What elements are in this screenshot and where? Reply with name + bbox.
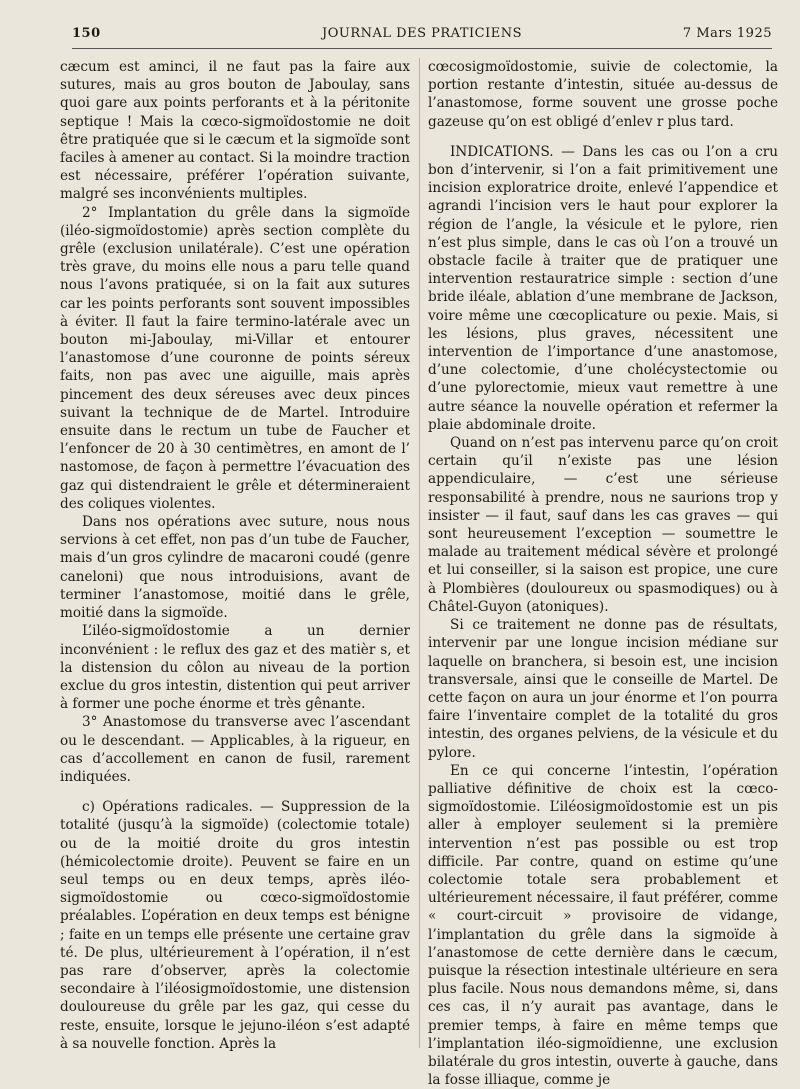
section-paragraph: INDICATIONS. — Dans les cas ou l’on a cru bon d’intervenir, si l’on a fait primitivement une incision exploratrice droite, enlevé l’appendice et agrandi l’incision vers le haut pour explorer la région de l’angle, la vésicule et le pylore, rien n’est plus simple, dans le cas où l’on a trouvé un obstacle facile à traiter que de pratiquer une intervention restauratrice simple : section d’une bride iléale, ablation d’une membrane de Jackson, voire même une cœcoplicature ou pexie. Mais, si les lésions, plus graves, nécessitent une intervention de l’importance d’une anastomose, d’une colectomie, d’une cholécystectomie ou d’une pylorectomie, mieux vaut remettre à une autre séance la nouvelle opération et refermer la plaie abdominale droite. xyxy=(428,143,778,433)
running-header xyxy=(72,24,772,49)
section-paragraph: c) Opérations radicales. — Suppression de la totalité (jusqu’à la sigmoïde) (colectomie totale) ou de la moitié droite du gros intestin (hémicolectomie droite). Peuvent se faire en un seul temps ou en deux temps, après iléo-sigmoïdostomie ou cœco-sigmoïdostomie préalables. L’opération en deux temps est bénigne ; faite en un temps elle présente une certaine grav té. De plus, ultérieurement à l’opération, il n’est pas rare d’observer, après la colectomie secondaire à l’iléosigmoïdostomie, une distension douloureuse du grêle par les gaz, qui cesse du reste, ensuite, lorsque le jejuno-iléon s’est adapté à sa nouvelle fonction. Après la xyxy=(60,799,410,1052)
journal-title: JOURNAL DES PRATICIENS xyxy=(322,26,522,41)
paragraph: Dans nos opérations avec suture, nous nous servions à cet effet, non pas d’un tube de Faucher, mais d’un gros cylindre de macaroni coudé (genre caneloni) que nous introduisions, avant de terminer l’anastomose, moitié dans le grêle, moitié dans la sigmoïde. xyxy=(60,514,410,622)
paragraph: Si ce traitement ne donne pas de résultats, intervenir par une longue incision médiane sur laquelle on branchera, si besoin est, une incision transversale, ainsi que le conseille de Martel. De cette façon on aura un jour énorme et l’on pourra faire l’inventaire complet de la totalité du gros intestin, des organes pelviens, de la vésicule et du pylore. xyxy=(428,617,778,761)
paragraph: L’iléo-sigmoïdostomie a un dernier inconvénient : le reflux des gaz et des matièr s, et la distension du côlon au niveau de la portion exclue du gros intestin, distention qui peut arriver à former une poche énorme et très gênante. xyxy=(60,623,410,713)
paragraph: 3° Anastomose du transverse avec l’ascendant ou le descendant. — Applicables, à la rigueur, en cas d’accollement en canon de fusil, rarement indiquées. xyxy=(60,714,410,785)
paragraph: cæcum est aminci, il ne faut pas la faire aux sutures, mais au gros bouton de Jaboulay, sans quoi gare aux points perforants et à la péritonite septique ! Mais la cœco-sigmoïdostomie ne doit être pratiquée que si le cæcum et la sigmoïde sont faciles à amener au contact. Si la moindre traction est nécessaire, préférer l’opération suivante, malgré ses inconvénients multiples. xyxy=(60,59,410,203)
left-column xyxy=(60,58,410,1052)
paragraph: En ce qui concerne l’intestin, l’opération palliative définitive de choix est la cœco-sigmoïdostomie. L’iléosigmoïdostomie est un pis aller à employer seulement si la première intervention n’est pas possible ou est trop difficile. Par contre, quand on estime qu’une colectomie totale sera probablement et ultérieurement nécessaire, il faut préférer, comme « court-circuit » provisoire de vidange, l’implantation du grêle dans la sigmoïde à l’anastomose de cette dernière dans le cæcum, puisque la résection intestinale ultérieure en sera plus facile. Nous nous demandons même, si, dans ces cas, il n’y aurait pas avantage, dans le premier temps, à faire en même temps que l’implantation iléo-sigmoïdienne, une exclusion bilatérale du gros intestin, ouverte à gauche, dans la fosse illiaque, comme je xyxy=(428,762,778,1089)
issue-date: 7 Mars 1925 xyxy=(682,26,772,41)
paragraph: cœcosigmoïdostomie, suivie de colectomie, la portion restante d’intestin, située au-dessus de l’anastomose, forme souvent une grosse poche gazeuse qu’on est obligé d’enlev r plus tard. xyxy=(428,59,778,130)
paragraph: 2° Implantation du grêle dans la sigmoïde (iléo-sigmoïdostomie) après section complète du grêle (exclusion unilatérale). C’est une opération très grave, du moins elle nous a paru telle quand nous l’avons pratiquée, si on la fait aux sutures car les points perforants sont souvent impossibles à éviter. Il faut la faire termino-latérale avec un bouton mi-Jaboulay, mi-Villar et entourer l’anastomose d’une couronne de points séreux faits, non pas avec une aiguille, mais après pincement des deux séreuses avec deux pinces suivant la technique de de Martel. Introduire ensuite dans le rectum un tube de Faucher et l’enfoncer de 20 à 30 centimètres, en amont de l’ nastomose, de façon à permettre l’évacuation des gaz qui distendraient le grêle et détermineraient des coliques violentes. xyxy=(60,204,410,512)
right-column xyxy=(428,58,778,1089)
paragraph: Quand on n’est pas intervenu parce qu’on croit certain qu’il n’existe pas une lésion appendiculaire, — c’est une sérieuse responsabilité à prendre, nous ne saurions trop y insister — il faut, sauf dans les cas graves — qui sont heureusement l’exception — soumettre le malade au traitement médical sévère et prolongé et lui conseiller, si la saison est propice, une cure à Plombières (douloureux ou spasmodiques) ou à Châtel-Guyon (atoniques). xyxy=(428,435,778,615)
column-divider xyxy=(419,58,420,1048)
page-number: 150 xyxy=(72,26,101,41)
